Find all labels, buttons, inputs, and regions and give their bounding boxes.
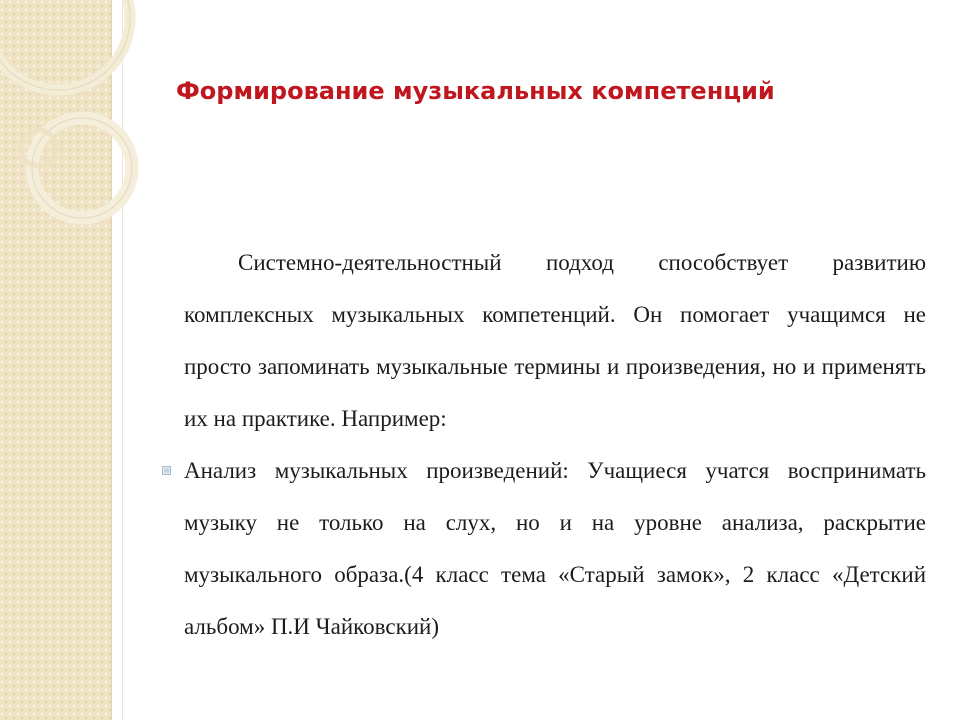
decorative-rings-icon <box>0 0 160 260</box>
bullet-square-icon <box>162 466 171 475</box>
decor-ring-upper <box>0 0 130 90</box>
slide-body <box>184 237 926 653</box>
intro-paragraph: Системно-деятельностный подход способствует развитию комплексных музыкальных компетенций. Он помогает учащимся не просто запоминать музыкальные термины и произведения, но и применять их на практике. Например: <box>184 250 926 431</box>
bullet-text: Анализ музыкальных произведений: Учащиеся учатся воспринимать музыку не только на слух, но и на уровне анализа, раскрытие музыкального образа.(4 класс тема «Старый замок», 2 класс «Детский альбом» П.И Чайковский) <box>184 458 926 639</box>
bullet-item <box>184 445 926 653</box>
slide-title: Формирование музыкальных компетенций <box>176 77 775 105</box>
